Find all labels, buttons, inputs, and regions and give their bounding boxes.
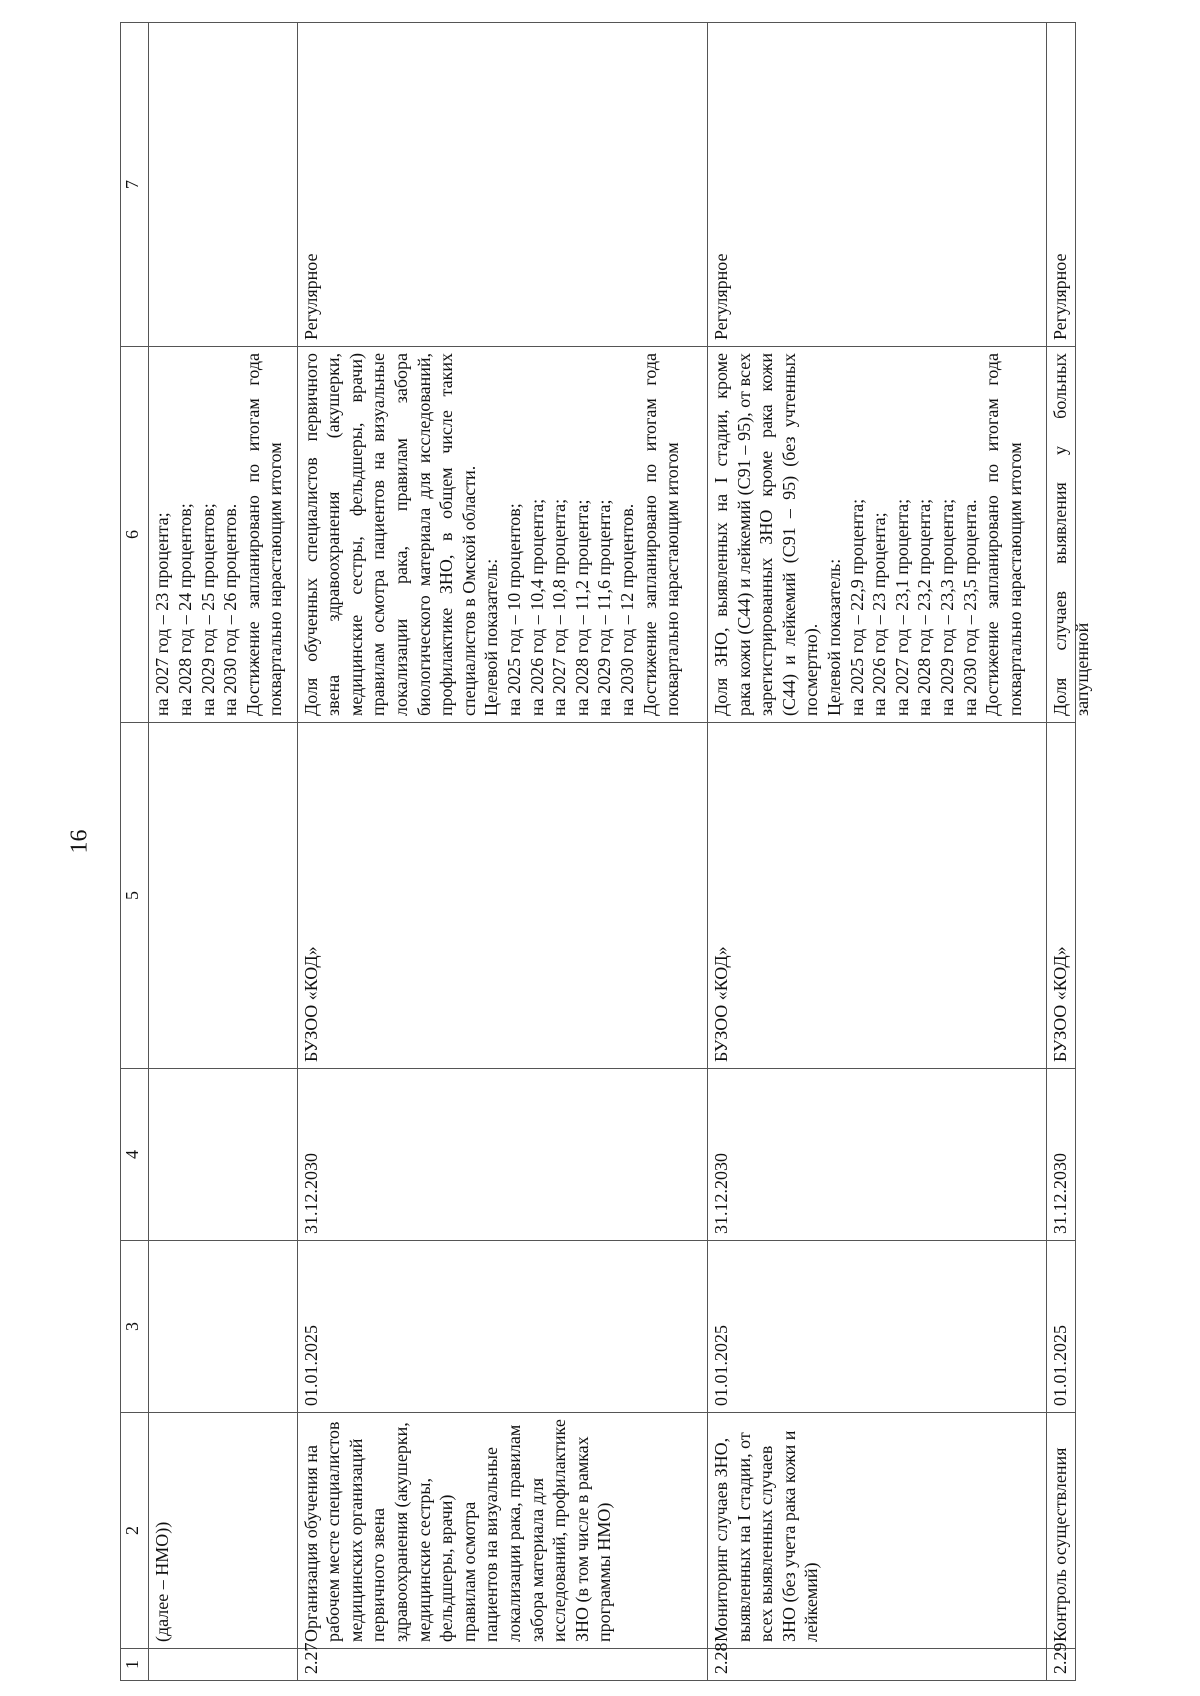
indicator-line: на 2028 год – 23,2 процента; (914, 498, 935, 716)
column-header: 7 (121, 23, 149, 347)
indicator-line: на 2025 год – 22,9 процента; (846, 498, 867, 716)
indicator-line: на 2028 год – 11,2 процента; (571, 499, 592, 716)
indicator-line: на 2029 год – 11,6 процента; (594, 499, 615, 716)
column-header: 4 (121, 1069, 149, 1241)
table-row (149, 23, 297, 1681)
indicator-text (708, 347, 1047, 723)
start-date: 01.01.2025 (297, 1241, 707, 1413)
measure-name: Мониторинг случаев ЗНО, выявленных на I стадии, от всех выявленных случаев ЗНО (без учета рака кожи и лейкемий) (708, 1413, 1047, 1649)
measure-name: (далее – НМО)) (149, 1413, 297, 1649)
column-header: 5 (121, 723, 149, 1069)
indicator-line: на 2025 год – 10 процентов; (504, 503, 525, 716)
row-number: 2.29 (1046, 1649, 1075, 1681)
executor: БУЗОО «КОД» (1046, 723, 1075, 1069)
executor (149, 723, 297, 1069)
start-date: 01.01.2025 (708, 1241, 1047, 1413)
column-header: 6 (121, 347, 149, 723)
indicator-line: на 2027 год – 10,8 процента; (549, 498, 570, 716)
end-date: 31.12.2030 (1046, 1069, 1075, 1241)
page-number: 16 (66, 829, 93, 854)
start-date: 01.01.2025 (1046, 1241, 1075, 1413)
indicator-line: на 2026 год – 23 процента; (869, 512, 890, 716)
indicator-line: на 2030 год – 23,5 процента. (959, 499, 980, 716)
indicator-line: на 2028 год – 24 процентов; (175, 503, 196, 716)
indicator-line: на 2030 год – 12 процентов. (617, 503, 638, 716)
indicator-line: Доля обученных специалистов первичного звена здравоохранения (акушерки, медицинские сестры, фельдшеры, врачи) правилам осмотра пациентов на визуальные локализации рака, правилам забора биологического материала для исследований, профилактике ЗНО, в общем числе таких специалистов в Омской области. (300, 353, 479, 716)
indicator-text (297, 347, 707, 723)
table-header-row (121, 23, 149, 1681)
table-row (708, 23, 1047, 1681)
periodicity (149, 23, 297, 347)
indicator-line: на 2030 год – 26 процентов. (220, 503, 241, 716)
indicator-line: на 2027 год – 23 процента; (152, 512, 173, 716)
indicator-line: Достижение запланировано по итогам года поквартально нарастающим итогом (639, 353, 683, 716)
indicator-line: на 2026 год – 10,4 процента; (526, 498, 547, 716)
row-number: 2.28 (708, 1649, 1047, 1681)
executor: БУЗОО «КОД» (708, 723, 1047, 1069)
executor: БУЗОО «КОД» (297, 723, 707, 1069)
indicator-line: Достижение запланировано по итогам года поквартально нарастающим итогом (982, 353, 1025, 716)
indicator-line: на 2029 год – 23,3 процента; (936, 498, 957, 716)
end-date (149, 1069, 297, 1241)
column-header: 3 (121, 1241, 149, 1413)
plan-table (120, 22, 1093, 1681)
start-date (149, 1241, 297, 1413)
indicator-line: Целевой показатель: (824, 558, 844, 716)
periodicity: Регулярное (708, 23, 1047, 347)
indicator-text (1046, 347, 1093, 723)
column-header: 1 (121, 1649, 149, 1681)
indicator-text (149, 347, 297, 723)
row-number: 2.27 (297, 1649, 707, 1681)
rotated-table-wrapper (120, 23, 1093, 1681)
indicator-line: Достижение запланировано по итогам года поквартально нарастающим итогом (242, 353, 286, 716)
measure-name: Контроль осуществления (1046, 1413, 1075, 1649)
indicator-line: на 2027 год – 23,1 процента; (891, 498, 912, 716)
indicator-line: на 2029 год – 25 процентов; (197, 503, 218, 716)
periodicity: Регулярное (1046, 23, 1075, 347)
table-row (297, 23, 707, 1681)
column-header: 2 (121, 1413, 149, 1649)
measure-name: Организация обучения на рабочем месте специалистов медицинских организаций первичного звена здравоохранения (акушерки, медицинские сестры, фельдшеры, врачи) правилам осмотра пациентов на визуальные локализации рака, правилам забора материала для исследований, профилактике ЗНО (в том числе в рамках программы НМО) (297, 1413, 707, 1649)
periodicity: Регулярное (297, 23, 707, 347)
row-number (149, 1649, 297, 1681)
end-date: 31.12.2030 (297, 1069, 707, 1241)
end-date: 31.12.2030 (708, 1069, 1047, 1241)
table-row (1046, 23, 1075, 1681)
indicator-line: Доля ЗНО, выявленных на I стадии, кроме рака кожи (С44) и лейкемий (С91 – 95), от всех зарегистрированных ЗНО кроме рака кожи (С44) и лейкемий (С91 – 95) (без учтенных посмертно). (711, 353, 822, 716)
indicator-line: Целевой показатель: (481, 558, 502, 716)
indicator-line: Доля случаев выявления у больных запущенной (1049, 353, 1093, 716)
